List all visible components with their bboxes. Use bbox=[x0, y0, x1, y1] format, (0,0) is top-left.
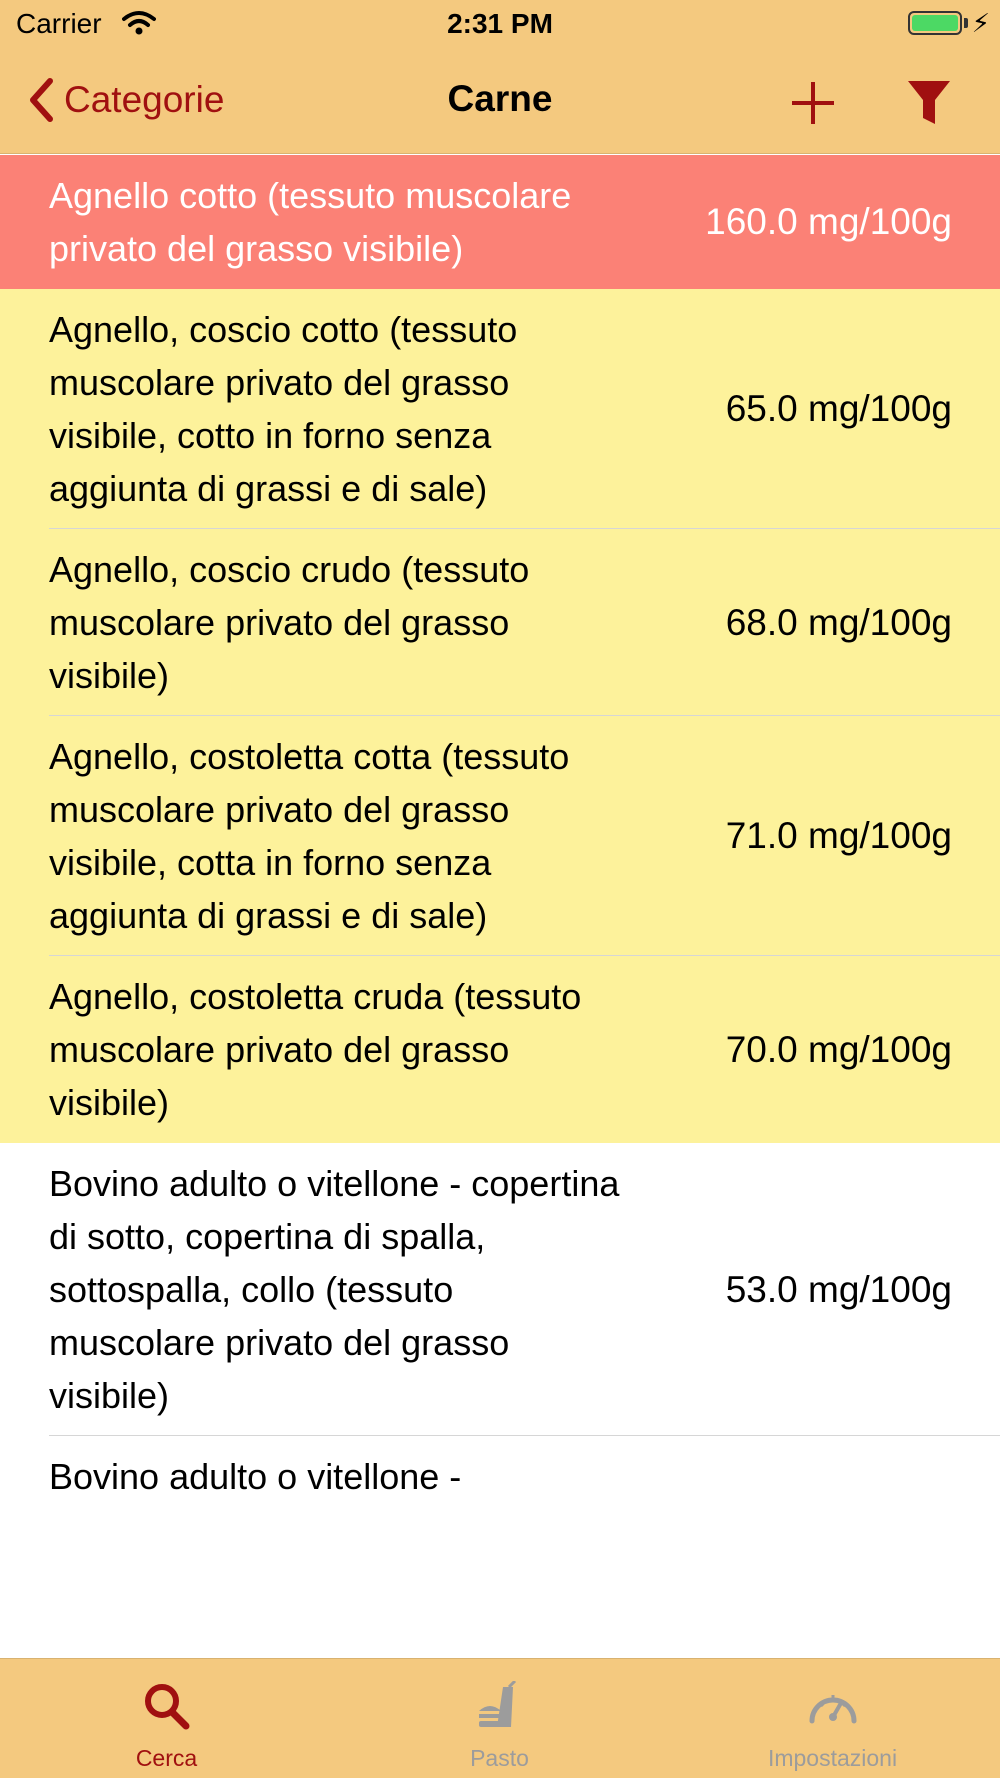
item-name: Agnello, coscio crudo (tessuto muscolare privato del grasso visibile) bbox=[49, 549, 530, 696]
list-item[interactable] bbox=[0, 529, 1000, 716]
add-button[interactable] bbox=[790, 80, 836, 126]
item-name: Bovino adulto o vitellone - bbox=[49, 1456, 462, 1497]
tab-label: Impostazioni bbox=[767, 1745, 898, 1771]
list-item[interactable] bbox=[0, 1436, 1000, 1517]
status-bar bbox=[0, 0, 1000, 50]
tab-impostazioni[interactable] bbox=[666, 1659, 999, 1779]
back-button-label: Categorie bbox=[64, 79, 225, 120]
battery-icon bbox=[908, 11, 962, 35]
list-item[interactable] bbox=[0, 289, 1000, 529]
item-value: 65.0 mg/100g bbox=[725, 388, 952, 429]
tab-label: Pasto bbox=[470, 1745, 529, 1771]
page-title: Carne bbox=[447, 78, 553, 119]
gauge-icon bbox=[806, 1681, 860, 1731]
item-name: Agnello, costoletta cruda (tessuto muscolare privato del grasso visibile) bbox=[49, 976, 582, 1123]
status-time: 2:31 PM bbox=[447, 8, 553, 39]
top-bar bbox=[0, 0, 1000, 154]
list-item[interactable] bbox=[0, 956, 1000, 1143]
item-value: 70.0 mg/100g bbox=[725, 1028, 952, 1070]
filter-button[interactable] bbox=[906, 78, 952, 128]
list-item[interactable] bbox=[0, 155, 1000, 289]
plus-icon bbox=[790, 80, 836, 126]
item-value: 68.0 mg/100g bbox=[725, 601, 952, 643]
item-name: Agnello cotto (tessuto muscolare privato del grasso visibile) bbox=[49, 175, 572, 269]
charging-bolt-icon: ⚡ bbox=[971, 8, 990, 38]
battery-tip bbox=[964, 18, 968, 28]
item-name: Bovino adulto o vitellone - copertina di sotto, copertina di spalla, sottospalla, collo (tessuto muscolare privato del grasso visibile) bbox=[49, 1163, 620, 1416]
item-name: Agnello, coscio cotto (tessuto muscolare privato del grasso visibile, cotto in forno senza aggiunta di grassi e di sale) bbox=[49, 309, 518, 509]
list-item[interactable] bbox=[0, 716, 1000, 956]
navigation-bar bbox=[0, 50, 1000, 154]
item-value: 71.0 mg/100g bbox=[725, 815, 952, 856]
list-item[interactable] bbox=[0, 1143, 1000, 1436]
food-icon bbox=[473, 1681, 527, 1731]
tab-label: Cerca bbox=[135, 1745, 198, 1771]
filter-icon bbox=[906, 78, 952, 128]
carrier-label: Carrier bbox=[16, 8, 102, 39]
tab-cerca[interactable] bbox=[0, 1659, 333, 1779]
item-value: 53.0 mg/100g bbox=[725, 1268, 952, 1310]
search-icon bbox=[140, 1681, 194, 1731]
item-name: Agnello, costoletta cotta (tessuto muscolare privato del grasso visibile, cotta in forno senza aggiunta di grassi e di sale) bbox=[49, 736, 570, 936]
tab-bar bbox=[0, 1658, 1000, 1778]
food-list[interactable] bbox=[0, 155, 1000, 1658]
item-value: 160.0 mg/100g bbox=[705, 201, 952, 242]
tab-pasto[interactable] bbox=[333, 1659, 666, 1779]
